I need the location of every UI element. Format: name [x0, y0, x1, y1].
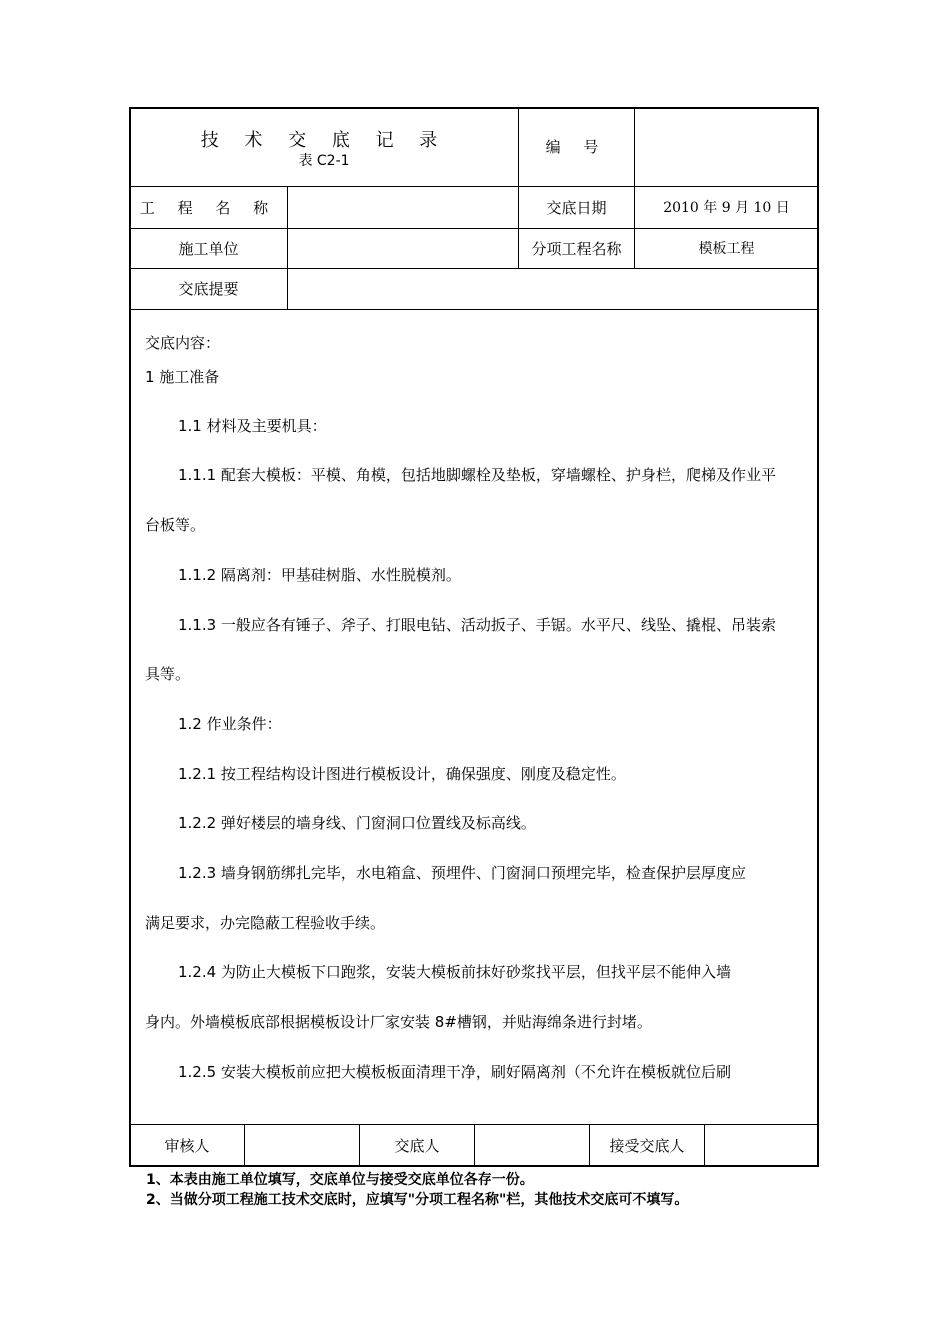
item-1-1: 1.1 材料及主要机具：	[178, 417, 327, 435]
summary-value[interactable]	[288, 269, 818, 309]
number-value[interactable]	[635, 108, 818, 186]
form-title-block	[130, 120, 518, 182]
date-label: 交底日期	[546, 198, 607, 217]
item-1-2-2: 1.2.2 弹好楼层的墙身线、门窗洞口位置线及标高线。	[178, 814, 536, 832]
item-1-2-3-line2: 满足要求，办完隐蔽工程验收手续。	[145, 914, 386, 932]
reviewer-value[interactable]	[245, 1125, 359, 1166]
contractor-value[interactable]	[288, 229, 518, 268]
form-title: 技 术 交 底 记 录	[200, 130, 448, 151]
footnote-1: 1、本表由施工单位填写，交底单位与接受交底单位各存一份。	[146, 1172, 534, 1188]
date-value[interactable]: 2010 年 9 月 10 日	[663, 199, 790, 216]
summary-label: 交底提要	[178, 280, 239, 298]
discloser-value[interactable]	[475, 1125, 589, 1166]
item-1-2-4-line2: 身内。外墙模板底部根据模板设计厂家安装 8#槽钢，并贴海绵条进行封堵。	[145, 1013, 652, 1031]
item-1-1-1-line2: 台板等。	[145, 516, 206, 534]
number-label: 编 号	[545, 138, 608, 156]
item-1-1-2: 1.1.2 隔离剂：甲基硅树脂、水性脱模剂。	[178, 566, 461, 584]
footnote-2: 2、当做分项工程施工技术交底时，应填写"分项工程名称"栏，其他技术交底可不填写。	[146, 1192, 689, 1208]
row-divider-summary	[130, 309, 818, 310]
item-1-1-1-line1: 1.1.1 配套大模板：平模、角模，包括地脚螺栓及垫板，穿墙螺栓、护身栏，爬梯及作业平	[178, 466, 776, 484]
item-1-2-1: 1.2.1 按工程结构设计图进行模板设计，确保强度、刚度及稳定性。	[178, 765, 626, 783]
receiver-label: 接受交底人	[609, 1136, 685, 1155]
item-1-2-3-line1: 1.2.3 墙身钢筋绑扎完毕，水电箱盒、预埋件、门窗洞口预埋完毕，检查保护层厚度应	[178, 864, 746, 882]
item-1-2: 1.2 作业条件：	[178, 715, 282, 733]
project-name-label: 工 程 名 称	[139, 198, 278, 217]
subproject-label: 分项工程名称	[531, 239, 622, 258]
item-1-1-3-line1: 1.1.3 一般应各有锤子、斧子、打眼电钻、活动扳子、手锯。水平尺、线坠、撬棍、吊装索	[178, 616, 776, 634]
receiver-value[interactable]	[705, 1125, 818, 1166]
discloser-label: 交底人	[394, 1136, 440, 1155]
contractor-label: 施工单位	[178, 239, 239, 258]
subproject-value[interactable]: 模板工程	[698, 240, 755, 257]
item-1-2-4-line1: 1.2.4 为防止大模板下口跑浆，安装大模板前抹好砂浆找平层，但找平层不能伸入墙	[178, 963, 731, 981]
reviewer-label: 审核人	[164, 1136, 210, 1155]
section-1-title: 1 施工准备	[145, 368, 220, 386]
form-code: 表 C2-1	[298, 153, 350, 169]
item-1-2-5-line1: 1.2.5 安装大模板前应把大模板板面清理干净，刷好隔离剂（不允许在模板就位后刷	[178, 1063, 731, 1081]
item-1-1-3-line2: 具等。	[145, 665, 191, 683]
content-heading: 交底内容：	[145, 334, 221, 352]
project-name-value[interactable]	[288, 187, 518, 228]
